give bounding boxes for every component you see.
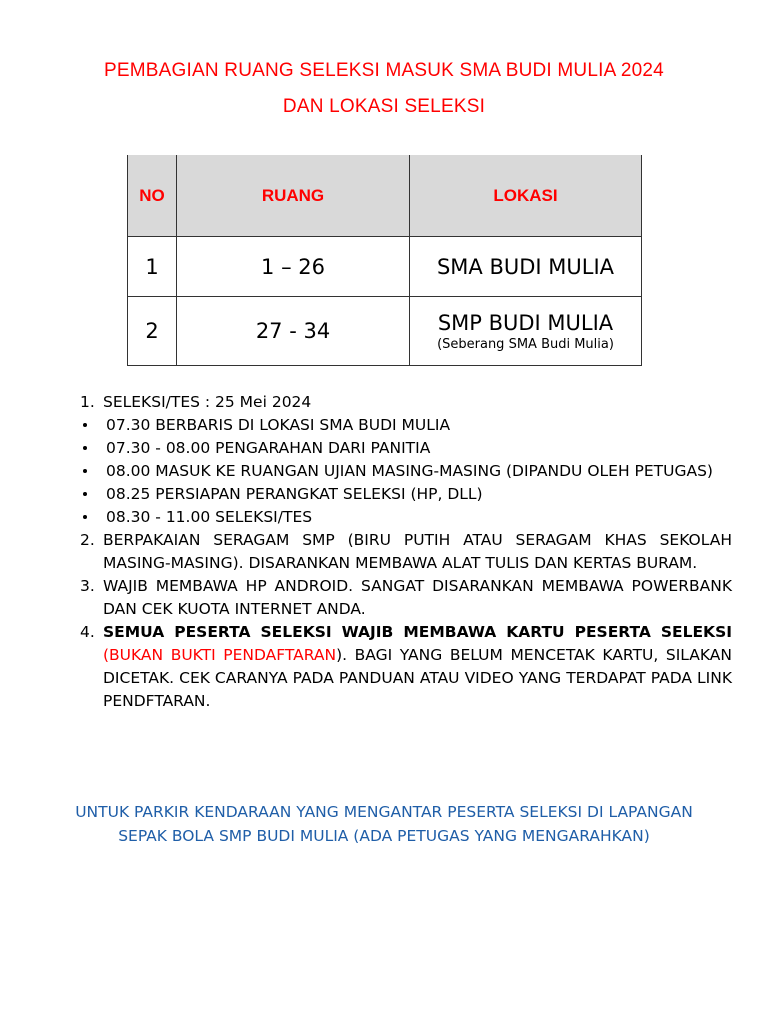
cell-lokasi: SMA BUDI MULIA: [410, 237, 642, 297]
cell-ruang: 1 – 26: [177, 237, 410, 297]
bullet-dot: [83, 515, 87, 519]
schedule-bullet: [80, 506, 732, 529]
list-marker: 4.: [80, 623, 95, 641]
header-ruang: RUANG: [177, 155, 410, 237]
schedule-bullet: [80, 460, 732, 483]
list-item-red-text: (BUKAN BUKTI PENDAFTARAN: [103, 646, 337, 664]
schedule-bullet: [80, 483, 732, 506]
list-item: [80, 391, 732, 414]
bullet-text: 08.00 MASUK KE RUANGAN UJIAN MASING-MASING (DIPANDU OLEH PETUGAS): [106, 462, 713, 480]
cell-ruang: 27 - 34: [177, 297, 410, 366]
page-title-line-2: DAN LOKASI SELEKSI: [282, 96, 486, 117]
table-header-row: [128, 155, 642, 237]
parking-note-line-2: SEPAK BOLA SMP BUDI MULIA (ADA PETUGAS YANG MENGARAHKAN): [118, 827, 650, 845]
cell-no: 1: [128, 237, 177, 297]
table-row: [128, 237, 642, 297]
list-item: [80, 621, 732, 713]
list-item: [80, 529, 732, 575]
lokasi-note: (Seberang SMA Budi Mulia): [437, 336, 614, 352]
list-item-text: BERPAKAIAN SERAGAM SMP (BIRU PUTIH ATAU SERAGAM KHAS SEKOLAH MASING-MASING). DISARANKAN MEMBAWA ALAT TULIS DAN KERTAS BURAM.: [103, 531, 732, 572]
bullet-dot: [83, 446, 87, 450]
list-item-text: ). BAGI YANG BELUM MENCETAK KARTU, SILAKAN DICETAK. CEK CARANYA PADA PANDUAN ATAU VIDEO YANG TERDAPAT PADA LINK PENDFTARAN.: [103, 646, 732, 710]
lokasi-name: SMP BUDI MULIA: [437, 310, 614, 335]
cell-no: 2: [128, 297, 177, 366]
parking-note: [40, 800, 728, 848]
bullet-text: 08.30 - 11.00 SELEKSI/TES: [106, 508, 313, 526]
bullet-text: 08.25 PERSIAPAN PERANGKAT SELEKSI (HP, DLL): [106, 485, 483, 503]
list-item: [80, 575, 732, 621]
schedule-bullet: [80, 437, 732, 460]
schedule-bullet: [80, 414, 732, 437]
table-row: [128, 297, 642, 366]
bullet-dot: [83, 469, 87, 473]
bullet-dot: [83, 423, 87, 427]
room-allocation-table: [127, 155, 642, 366]
bullet-dot: [83, 492, 87, 496]
page-title-line-1: PEMBAGIAN RUANG SELEKSI MASUK SMA BUDI MULIA 2024: [104, 60, 664, 81]
list-item-bold-text: SEMUA PESERTA SELEKSI WAJIB MEMBAWA KARTU PESERTA SELEKSI: [103, 623, 732, 641]
list-item-text: WAJIB MEMBAWA HP ANDROID. SANGAT DISARANKAN MEMBAWA POWERBANK DAN CEK KUOTA INTERNET ANDA.: [103, 577, 732, 618]
list-marker: 3.: [80, 577, 95, 595]
list-marker: 1.: [80, 393, 95, 411]
header-lokasi: LOKASI: [410, 155, 642, 237]
cell-lokasi: [410, 297, 642, 366]
header-no: NO: [128, 155, 177, 237]
bullet-text: 07.30 BERBARIS DI LOKASI SMA BUDI MULIA: [106, 416, 451, 434]
instructions-list: [80, 391, 732, 713]
list-item-text: SELEKSI/TES : 25 Mei 2024: [103, 393, 312, 411]
bullet-text: 07.30 - 08.00 PENGARAHAN DARI PANITIA: [106, 439, 431, 457]
parking-note-line-1: UNTUK PARKIR KENDARAAN YANG MENGANTAR PESERTA SELEKSI DI LAPANGAN: [75, 803, 693, 821]
list-marker: 2.: [80, 531, 95, 549]
